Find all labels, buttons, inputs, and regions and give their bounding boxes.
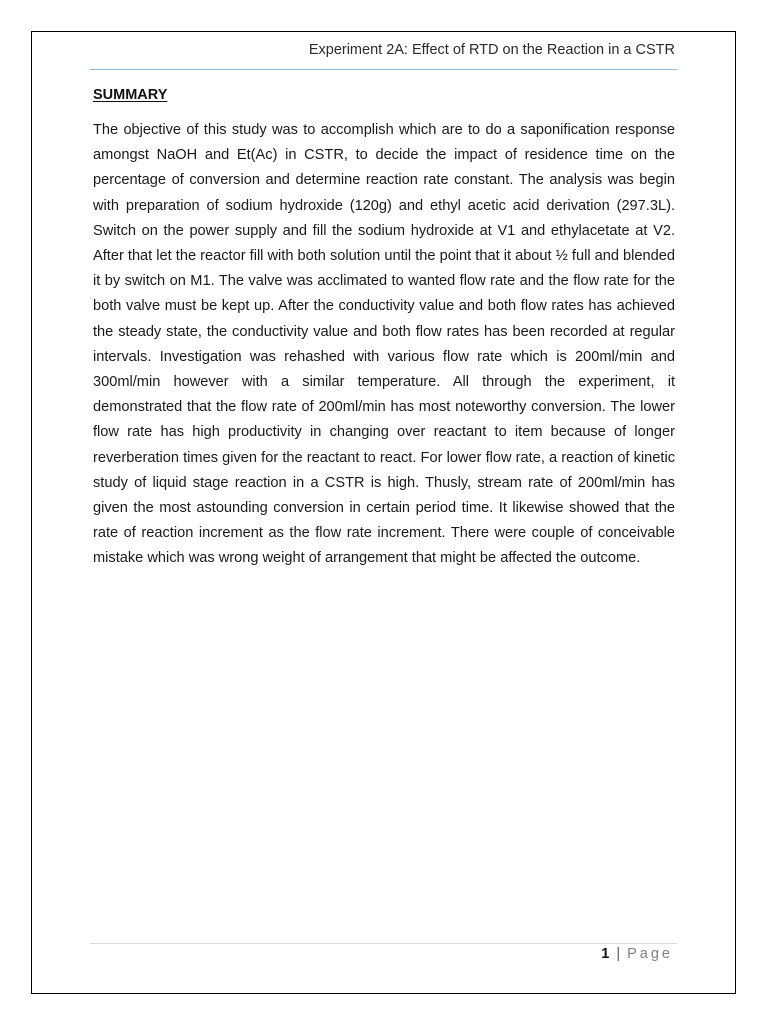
page-separator: | (616, 946, 621, 962)
footer-divider (90, 943, 677, 944)
running-header: Experiment 2A: Effect of RTD on the Reaction in a CSTR (308, 42, 675, 58)
page-footer (601, 946, 673, 962)
summary-heading: SUMMARY (93, 87, 168, 103)
page-label: Page (627, 946, 673, 962)
summary-paragraph: The objective of this study was to accomplish which are to do a saponification response amongst NaOH and Et(Ac) in CSTR, to decide the impact of residence time on the percentage of conversion and determine reaction rate constant. The analysis was begin with preparation of sodium hydroxide (120g) and ethyl acetic acid derivation (297.3L). Switch on the power supply and fill the sodium hydroxide at V1 and ethylacetate at V2. After that let the reactor fill with both solution until the point that it about ½ full and blended it by switch on M1. The valve was acclimated to wanted flow rate and the flow rate for the both valve must be kept up. After the conductivity value and both flow rates has achieved the steady state, the conductivity value and both flow rates has been recorded at regular intervals. Investigation was rehashed with various flow rate which is 200ml/min and 300ml/min however with a similar temperature. All through the experiment, it demonstrated that the flow rate of 200ml/min has most noteworthy conversion. The lower flow rate has high productivity in changing over reactant to item because of longer reverberation times given for the reactant to react. For lower flow rate, a reaction of kinetic study of liquid stage reaction in a CSTR is high. Thusly, stream rate of 200ml/min has given the most astounding conversion in certain period time. It likewise showed that the rate of reaction increment as the flow rate increment. There were couple of conceivable mistake which was wrong weight of arrangement that might be affected the outcome. (93, 122, 675, 567)
header-divider (90, 69, 677, 70)
page-number: 1 (601, 946, 610, 962)
